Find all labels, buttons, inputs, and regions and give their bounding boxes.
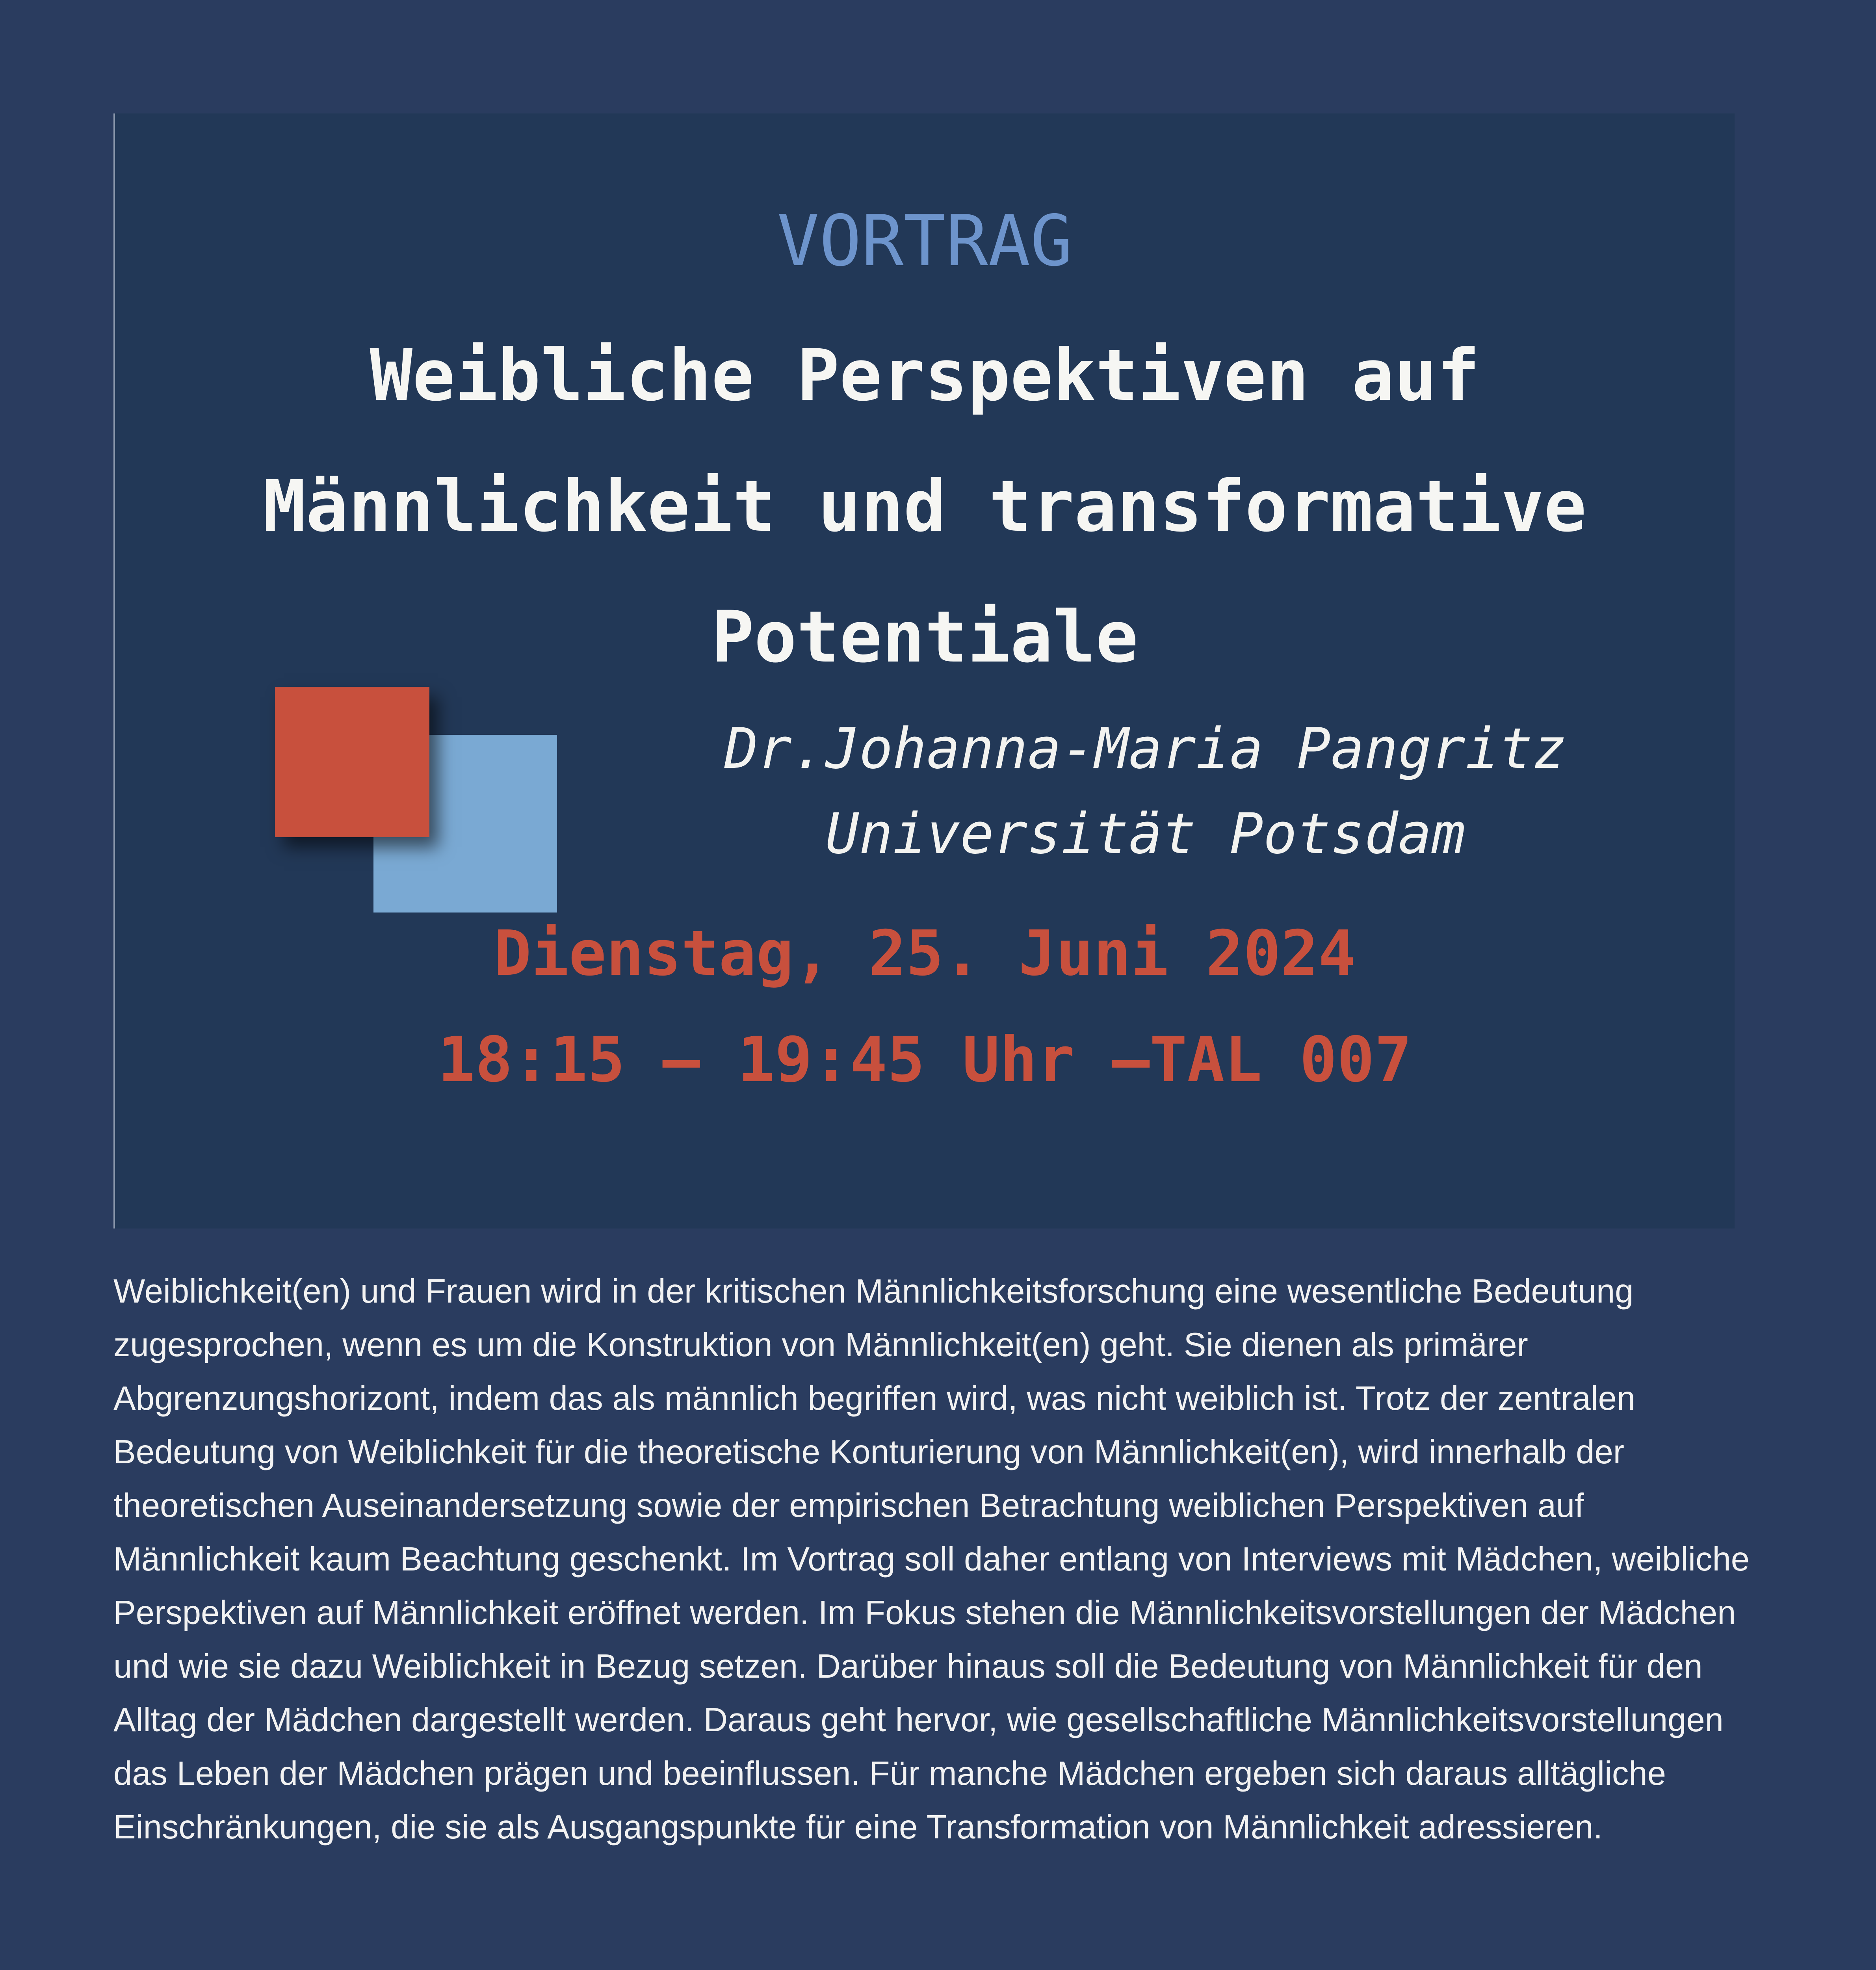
- event-title-line: Potentiale: [711, 596, 1139, 678]
- event-date: Dienstag, 25. Juni 2024: [494, 917, 1356, 990]
- event-title-line: Männlichkeit und transformative: [263, 465, 1587, 548]
- speaker-affiliation: Universität Potsdam: [825, 801, 1466, 866]
- event-title-line: Weibliche Perspektiven auf: [370, 335, 1480, 417]
- event-title: [178, 310, 1672, 703]
- speaker-name: Dr.Johanna-Maria Pangritz: [724, 716, 1567, 781]
- event-header-panel: [113, 113, 1735, 1228]
- event-time-room: 18:15 – 19:45 Uhr –TAL 007: [437, 1024, 1412, 1096]
- abstract-text: Weiblichkeit(en) und Frauen wird in der kritischen Männlichkeitsforschung eine wesentliche Bedeutung zugesprochen, wenn es um die Konstruktion von Männlichkeit(en) geht. Sie dienen als primärer Abgrenzungshorizont, indem das als männlich begriffen wird, was nicht weiblich ist. Trotz der zentralen Bedeutung von Weiblichkeit für die theoretische Konturierung von Männlichkeit(en), wird innerhalb der theoretischen Auseinandersetzung sowie der empirischen Betrachtung weiblichen Perspektiven auf Männlichkeit kaum Beachtung geschenkt. Im Vortrag soll daher entlang von Interviews mit Mädchen, weibliche Perspektiven auf Männlichkeit eröffnet werden. Im Fokus stehen die Männlichkeitsvorstellungen der Mädchen und wie sie dazu Weiblichkeit in Bezug setzen. Darüber hinaus soll die Bedeutung von Männlichkeit für den Alltag der Mädchen dargestellt werden. Daraus geht hervor, wie gesellschaftliche Männlichkeitsvorstellungen das Leben der Mädchen prägen und beeinflussen. Für manche Mädchen ergeben sich daraus alltägliche Einschränkungen, die sie als Ausgangspunkte für eine Transformation von Männlichkeit adressieren.: [113, 1273, 1750, 1846]
- event-type-label: VORTRAG: [777, 200, 1073, 282]
- speaker-block: [556, 706, 1735, 877]
- decorative-red-square: [275, 687, 429, 837]
